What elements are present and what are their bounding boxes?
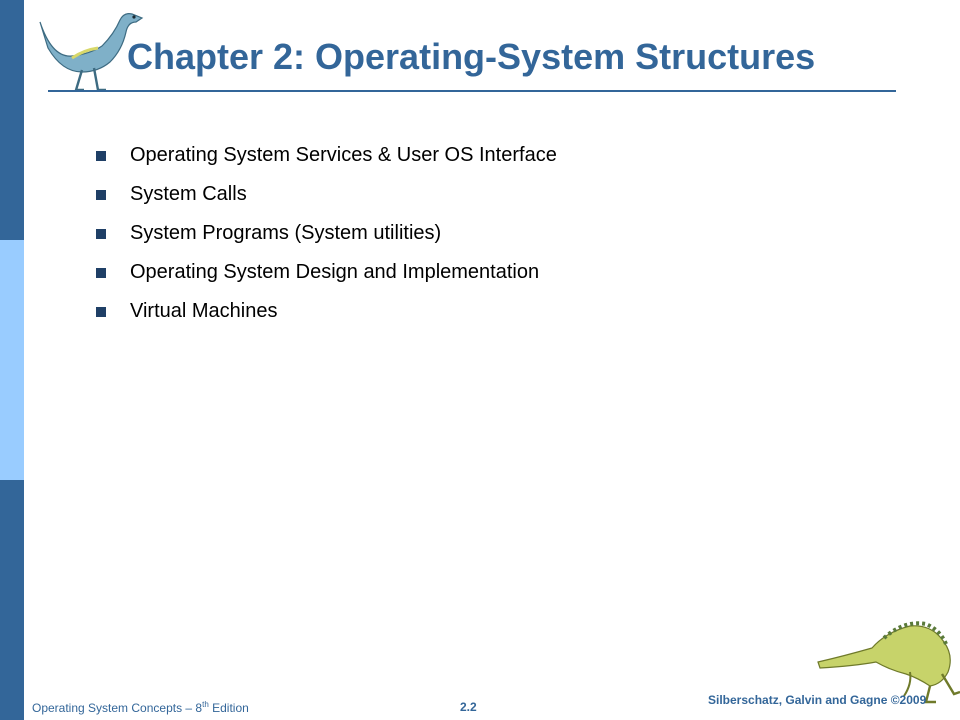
bullet-text: System Calls	[130, 183, 247, 205]
side-band-middle	[0, 240, 24, 480]
square-bullet-icon	[96, 307, 106, 317]
footer-edition-superscript: th	[202, 700, 209, 709]
square-bullet-icon	[96, 229, 106, 239]
page-number: 2.2	[460, 700, 477, 714]
dinosaur-icon	[814, 612, 960, 704]
list-item	[96, 136, 557, 175]
title-divider	[48, 90, 896, 92]
list-item	[96, 214, 557, 253]
footer-book-title-prefix: Operating System Concepts – 8	[32, 701, 203, 715]
bullet-text: System Programs (System utilities)	[130, 222, 442, 244]
slide-title: Chapter 2: Operating-System Structures	[127, 36, 816, 77]
bullet-text: Operating System Design and Implementation	[130, 261, 540, 283]
footer-book-title	[32, 700, 249, 715]
bullet-text: Virtual Machines	[130, 300, 278, 322]
list-item	[96, 292, 557, 331]
square-bullet-icon	[96, 151, 106, 161]
square-bullet-icon	[96, 268, 106, 278]
square-bullet-icon	[96, 190, 106, 200]
list-item	[96, 253, 557, 292]
side-band-bottom	[0, 480, 24, 720]
side-band-top	[0, 0, 24, 240]
list-item	[96, 175, 557, 214]
footer-book-title-suffix: Edition	[208, 701, 249, 715]
footer-authors: Silberschatz, Galvin and Gagne ©2009	[708, 693, 927, 707]
bullet-list	[96, 136, 557, 331]
bullet-text: Operating System Services & User OS Interface	[130, 144, 557, 166]
